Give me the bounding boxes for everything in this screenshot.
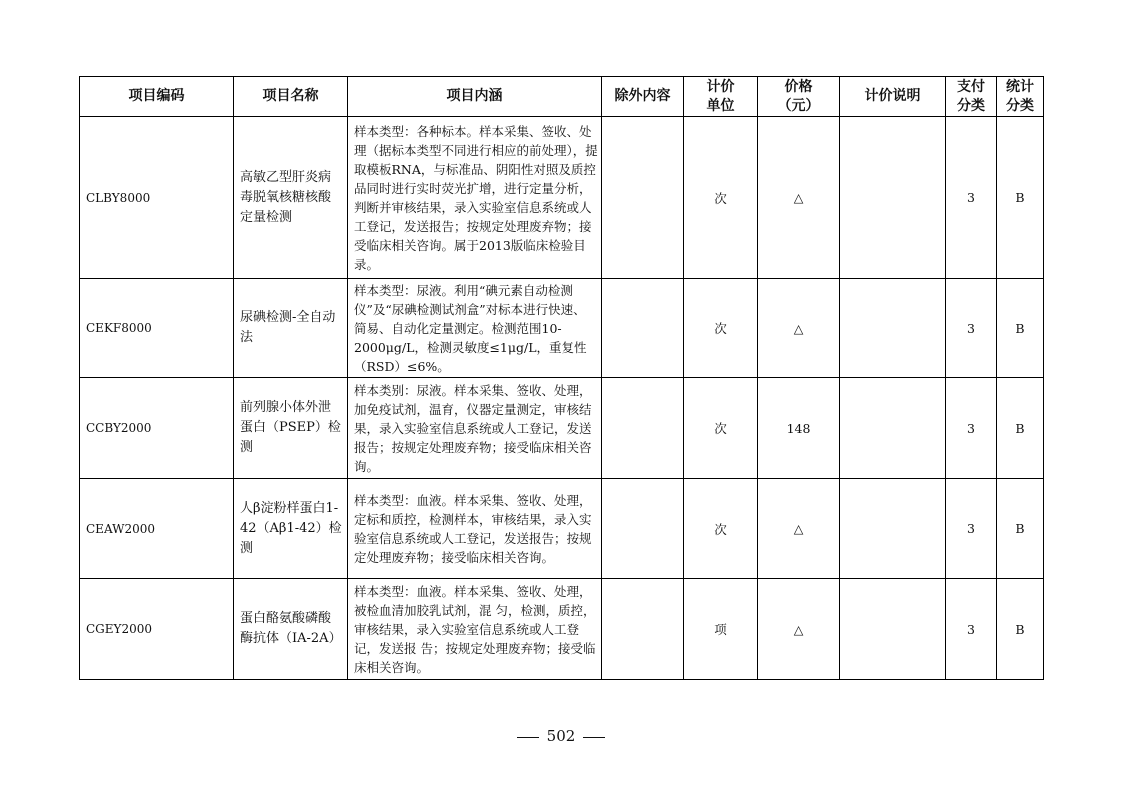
page-number [0, 727, 1122, 745]
row-code: CCBY2000 [80, 378, 234, 479]
header-price-line1: 价格 [784, 78, 813, 95]
row-payment: 3 [946, 579, 997, 680]
header-note: 计价说明 [840, 77, 946, 117]
table-row [80, 117, 1044, 279]
row-code: CGEY2000 [80, 579, 234, 680]
table-row [80, 579, 1044, 680]
row-price: △ [758, 279, 840, 378]
row-name: 高敏乙型肝炎病毒脱氧核糖核酸定量检测 [234, 117, 348, 279]
header-code: 项目编码 [80, 77, 234, 117]
row-payment: 3 [946, 279, 997, 378]
header-row [80, 77, 1044, 117]
header-exclusions: 除外内容 [602, 77, 684, 117]
header-price [758, 77, 840, 117]
row-price: 148 [758, 378, 840, 479]
row-stat: B [997, 378, 1044, 479]
header-payment-line1: 支付 [957, 78, 985, 95]
header-price-line2: （元） [777, 97, 820, 114]
row-exclusions [602, 579, 684, 680]
header-stat [997, 77, 1044, 117]
row-exclusions [602, 479, 684, 579]
row-price: △ [758, 579, 840, 680]
row-note [840, 579, 946, 680]
row-payment: 3 [946, 479, 997, 579]
row-stat: B [997, 117, 1044, 279]
header-unit [684, 77, 758, 117]
row-unit: 次 [684, 279, 758, 378]
row-content: 样本类型：血液。样本采集、签收、处理，定标和质控，检测样本，审核结果，录入实验室信息系统或人工登记，发送报告；按规定处理废弃物；接受临床相关咨询。 [348, 479, 602, 579]
row-note [840, 378, 946, 479]
table-row [80, 479, 1044, 579]
row-note [840, 479, 946, 579]
page-number-dash-right [583, 737, 605, 738]
row-name: 人β淀粉样蛋白1-42（Aβ1-42）检测 [234, 479, 348, 579]
row-price: △ [758, 117, 840, 279]
row-name: 前列腺小体外泄蛋白（PSEP）检测 [234, 378, 348, 479]
row-exclusions [602, 117, 684, 279]
row-stat: B [997, 279, 1044, 378]
row-content: 样本类别：尿液。样本采集、签收、处理，加免疫试剂，温育，仪器定量测定，审核结果，录入实验室信息系统或人工登记，发送报告；按规定处理废弃物；接受临床相关咨询。 [348, 378, 602, 479]
header-payment [946, 77, 997, 117]
row-unit: 项 [684, 579, 758, 680]
row-code: CEKF8000 [80, 279, 234, 378]
row-content: 样本类型：各种标本。样本采集、签收、处理（据标本类型不同进行相应的前处理），提取模板RNA，与标准品、阴阳性对照及质控品同时进行实时荧光扩增，进行定量分析，判断并审核结果，录入实验室信息系统或人工登记，发送报告；按规定处理废弃物；接受临床相关咨询。属于2013版临床检验目录。 [348, 117, 602, 279]
row-code: CEAW2000 [80, 479, 234, 579]
row-unit: 次 [684, 479, 758, 579]
table-row [80, 378, 1044, 479]
row-note [840, 117, 946, 279]
table-row [80, 279, 1044, 378]
row-stat: B [997, 579, 1044, 680]
header-payment-line2: 分类 [957, 97, 985, 114]
price-table [79, 76, 1044, 680]
row-content: 样本类型：血液。样本采集、签收、处理，被检血清加胶乳试剂，混 匀，检测，质控，审核结果，录入实验室信息系统或人工登记，发送报 告；按规定处理废弃物；接受临床相关咨询。 [348, 579, 602, 680]
row-exclusions [602, 378, 684, 479]
row-note [840, 279, 946, 378]
header-content: 项目内涵 [348, 77, 602, 117]
row-unit: 次 [684, 117, 758, 279]
row-name: 蛋白酪氨酸磷酸酶抗体（IA-2A） [234, 579, 348, 680]
header-name: 项目名称 [234, 77, 348, 117]
row-name: 尿碘检测-全自动法 [234, 279, 348, 378]
row-code: CLBY8000 [80, 117, 234, 279]
page-number-value: 502 [546, 727, 576, 745]
row-price: △ [758, 479, 840, 579]
header-stat-line1: 统计 [1006, 78, 1034, 95]
header-unit-line2: 单位 [706, 97, 735, 114]
row-payment: 3 [946, 378, 997, 479]
row-stat: B [997, 479, 1044, 579]
header-stat-line2: 分类 [1006, 97, 1034, 114]
row-unit: 次 [684, 378, 758, 479]
page-number-dash-left [517, 737, 539, 738]
header-unit-line1: 计价 [706, 78, 735, 95]
row-content: 样本类型：尿液。利用“碘元素自动检测仪”及“尿碘检测试剂盒”对标本进行快速、简易、自动化定量测定。检测范围10-2000μg/L，检测灵敏度≤1μg/L，重复性（RSD）≤6%。 [348, 279, 602, 378]
row-exclusions [602, 279, 684, 378]
row-payment: 3 [946, 117, 997, 279]
